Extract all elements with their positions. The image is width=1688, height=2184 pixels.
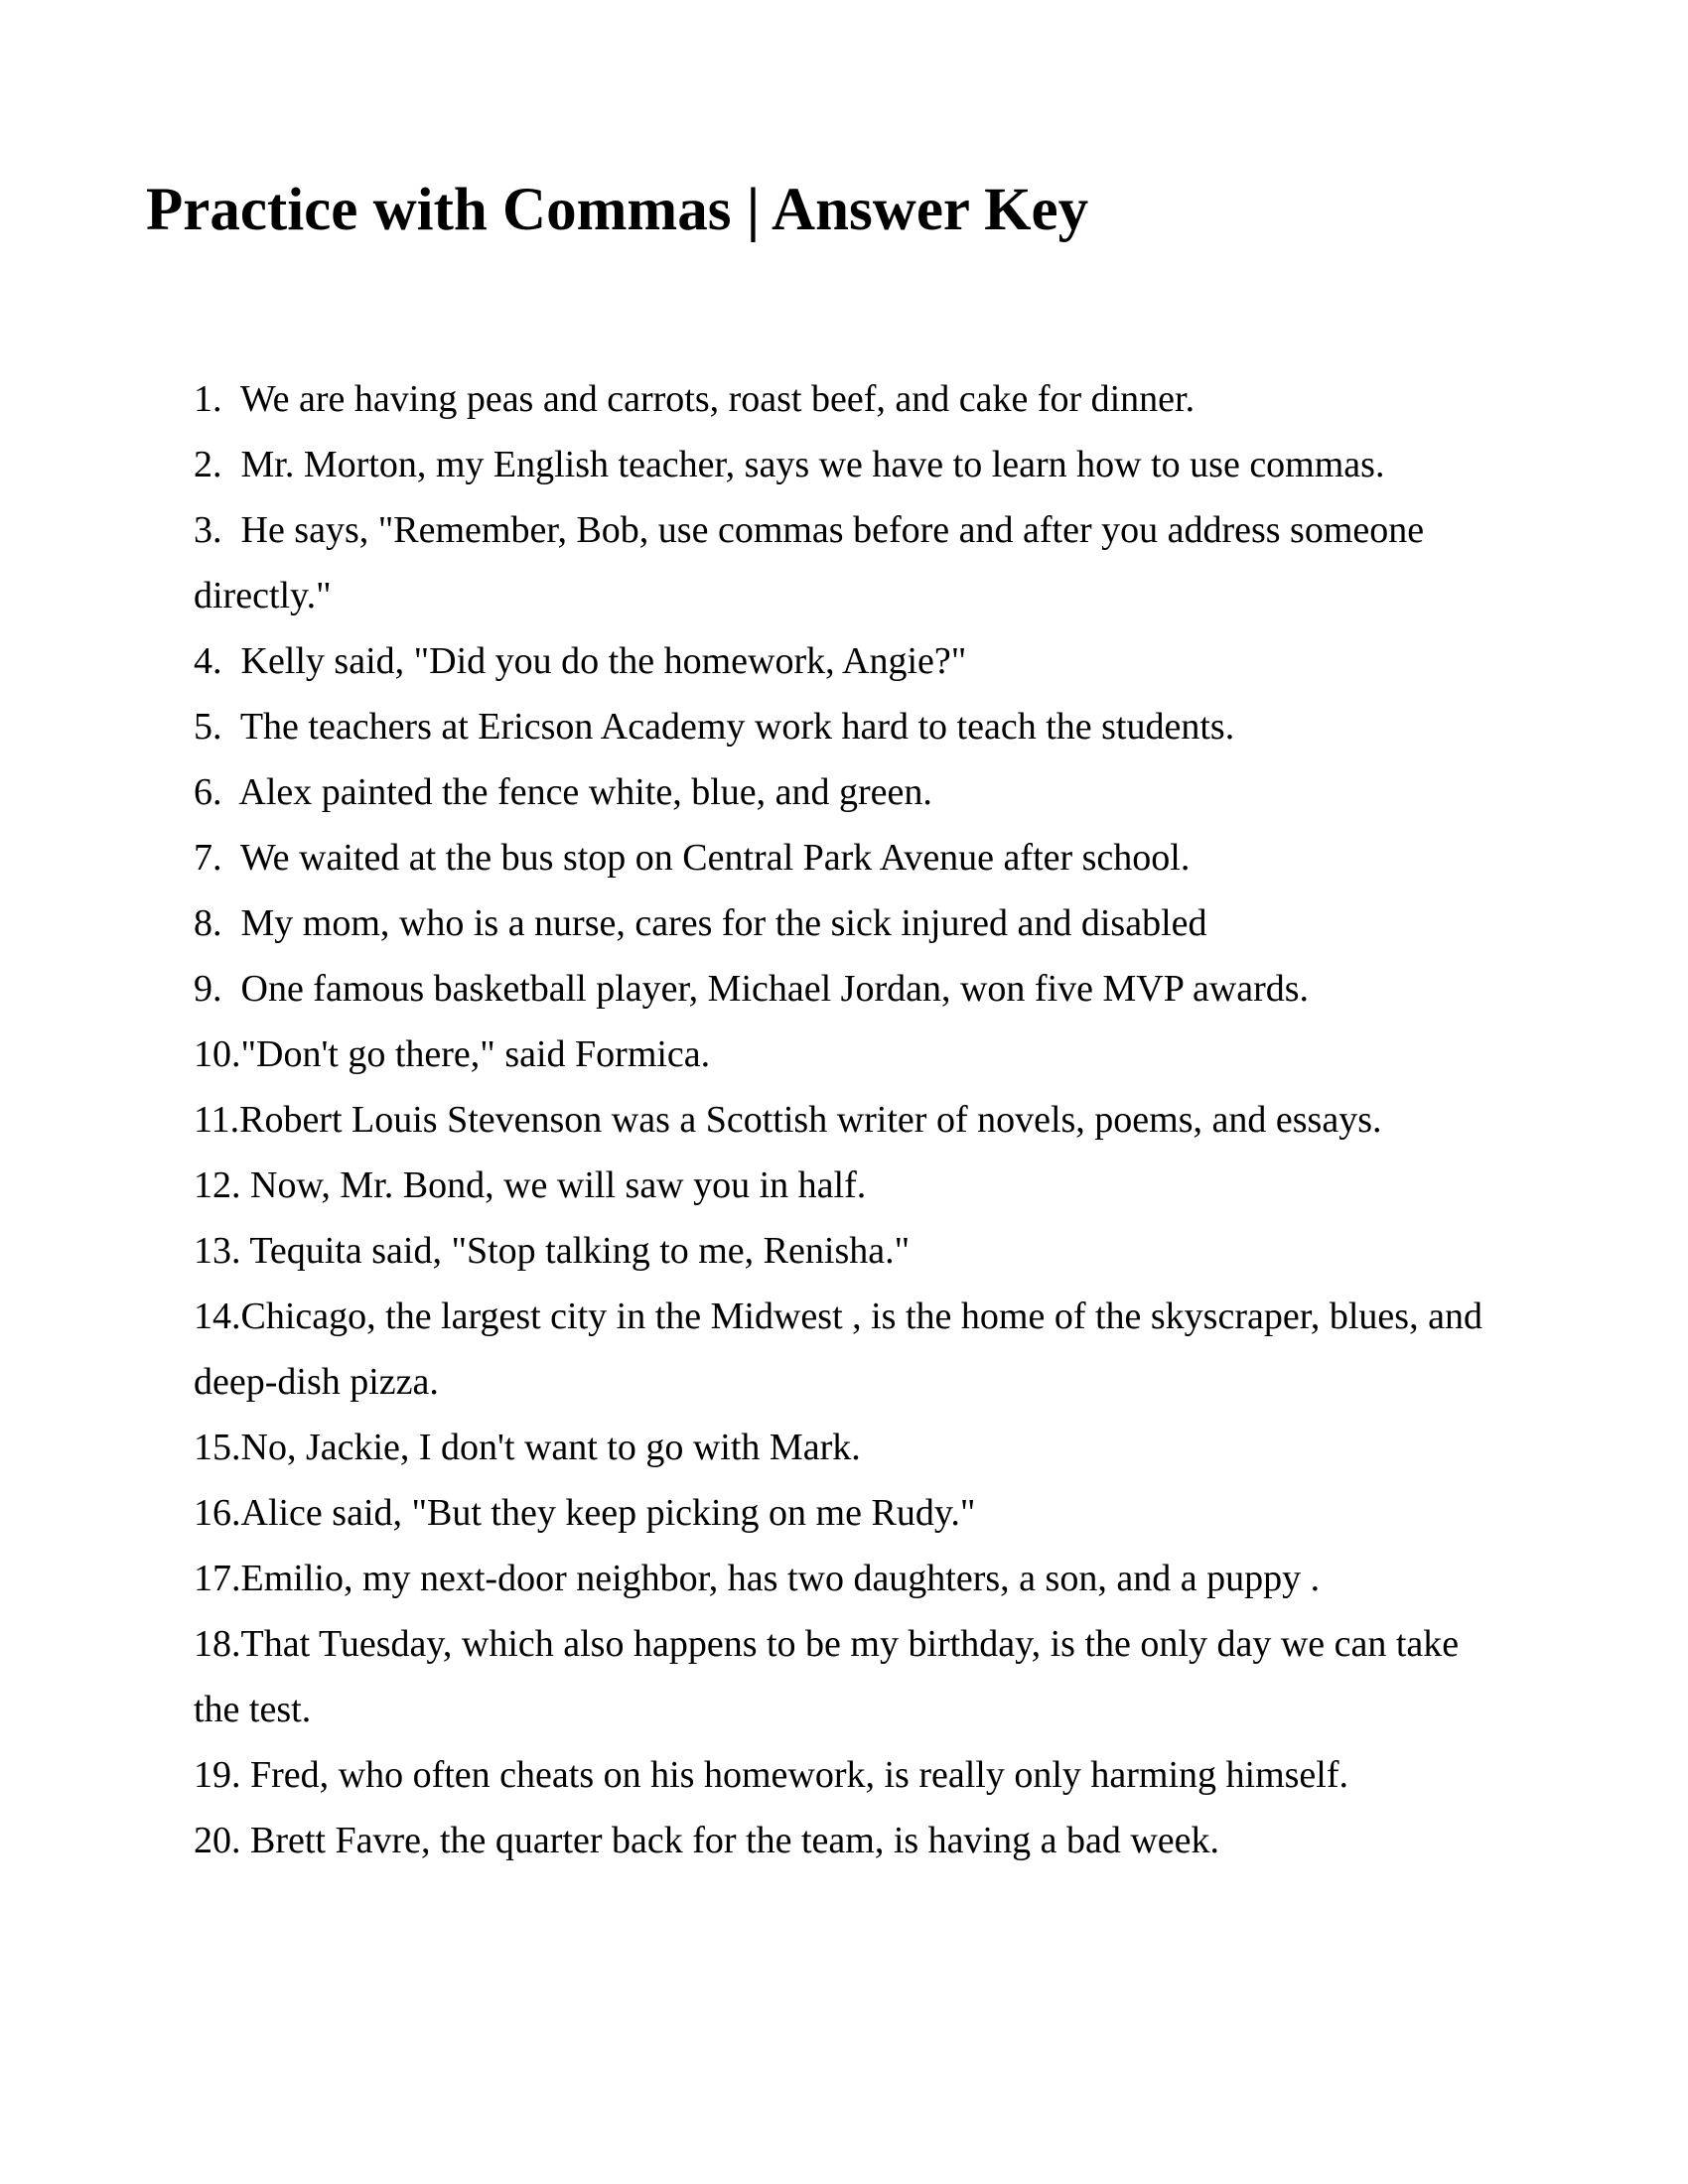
item-number: 9. [194, 968, 222, 1010]
item-sentence: Tequita said, "Stop talking to me, Renisha." [249, 1230, 911, 1272]
item-separator [222, 640, 241, 682]
item-separator [222, 837, 240, 879]
list-item [0, 1218, 1509, 1284]
list-item [0, 825, 1509, 890]
item-separator [241, 1754, 251, 1796]
list-item [0, 366, 1509, 432]
page-title: Practice with Commas | Answer Key [146, 177, 1089, 243]
item-sentence: No, Jackie, I don't want to go with Mark. [240, 1427, 861, 1468]
item-sentence: Robert Louis Stevenson was a Scottish writer of novels, poems, and essays. [239, 1099, 1382, 1141]
list-item [0, 1611, 1509, 1742]
list-item [0, 497, 1509, 628]
item-number: 17. [194, 1558, 241, 1599]
list-item [0, 890, 1509, 956]
item-sentence: That Tuesday, which also happens to be my birthday, is the only day we can take the test. [194, 1623, 1460, 1730]
item-separator [222, 968, 241, 1010]
list-item [0, 1546, 1509, 1611]
list-item [0, 1153, 1509, 1218]
answer-key-list [0, 366, 1509, 1873]
item-number: 15. [194, 1427, 241, 1468]
item-number: 7. [194, 837, 222, 879]
item-sentence: He says, "Remember, Bob, use commas before and after you address someone directly." [194, 509, 1425, 616]
item-sentence: We waited at the bus stop on Central Park Avenue after school. [239, 837, 1191, 879]
item-sentence: Emilio, my next-door neighbor, has two daughters, a son, and a puppy . [240, 1558, 1321, 1599]
item-number: 1. [194, 378, 222, 420]
item-separator [222, 378, 240, 420]
item-separator [222, 902, 241, 944]
item-number: 14. [194, 1296, 241, 1337]
item-number: 19. [194, 1754, 241, 1796]
item-sentence: Mr. Morton, my English teacher, says we have to learn how to use commas. [240, 444, 1385, 485]
list-item [0, 1742, 1509, 1808]
item-separator [222, 771, 239, 813]
item-separator [241, 1230, 250, 1272]
list-item [0, 1022, 1509, 1087]
item-number: 5. [194, 706, 222, 748]
item-sentence: My mom, who is a nurse, cares for the sick injured and disabled [240, 902, 1207, 944]
item-sentence: We are having peas and carrots, roast beef, and cake for dinner. [239, 378, 1196, 420]
item-number: 10. [194, 1033, 241, 1075]
list-item [0, 1284, 1509, 1415]
item-number: 3. [194, 509, 222, 551]
item-number: 13. [194, 1230, 241, 1272]
item-number: 18. [194, 1623, 241, 1665]
list-item [0, 1480, 1509, 1546]
item-sentence: Brett Favre, the quarter back for the team, is having a bad week. [250, 1820, 1220, 1861]
item-sentence: Kelly said, "Did you do the homework, Angie?" [240, 640, 967, 682]
item-sentence: Alice said, "But they keep picking on me Rudy." [240, 1492, 976, 1534]
list-item [0, 759, 1509, 825]
item-sentence: Chicago, the largest city in the Midwest , is the home of the skyscraper, blues, and deep-dish pizza. [194, 1296, 1482, 1403]
item-number: 16. [194, 1492, 241, 1534]
item-number: 11. [194, 1099, 240, 1141]
item-number: 4. [194, 640, 222, 682]
item-sentence: Alex painted the fence white, blue, and green. [238, 771, 932, 813]
list-item [0, 694, 1509, 759]
list-item [0, 956, 1509, 1022]
list-item [0, 1808, 1509, 1873]
list-item [0, 432, 1509, 497]
item-number: 8. [194, 902, 222, 944]
item-separator [241, 1164, 251, 1206]
item-number: 20. [194, 1820, 241, 1861]
item-sentence: Fred, who often cheats on his homework, is really only harming himself. [250, 1754, 1349, 1796]
item-sentence: One famous basketball player, Michael Jordan, won five MVP awards. [240, 968, 1310, 1010]
item-separator [222, 509, 241, 551]
item-separator [222, 706, 240, 748]
item-sentence: Now, Mr. Bond, we will saw you in half. [250, 1164, 867, 1206]
list-item [0, 628, 1509, 694]
item-number: 6. [194, 771, 222, 813]
item-number: 2. [194, 444, 222, 485]
item-sentence: The teachers at Ericson Academy work hard to teach the students. [239, 706, 1235, 748]
list-item [0, 1087, 1509, 1153]
item-sentence: "Don't go there," said Formica. [240, 1033, 711, 1075]
item-separator [241, 1820, 251, 1861]
item-separator [222, 444, 241, 485]
item-number: 12. [194, 1164, 241, 1206]
list-item [0, 1415, 1509, 1480]
